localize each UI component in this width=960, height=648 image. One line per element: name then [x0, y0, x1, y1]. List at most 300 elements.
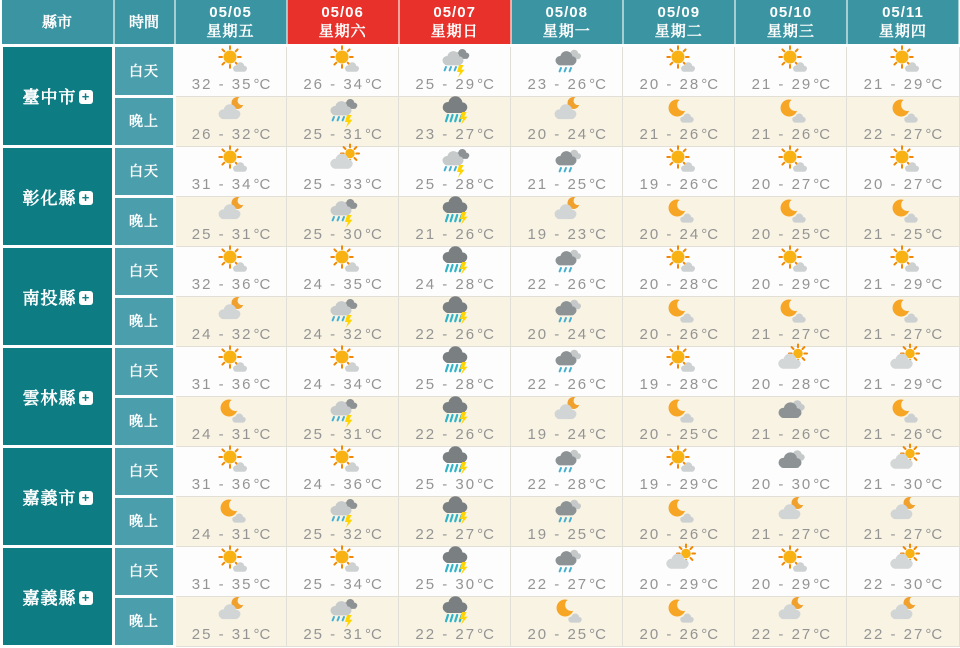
forecast-cell: [399, 446, 511, 496]
expand-plus-icon[interactable]: +: [79, 291, 93, 305]
temperature-range: [287, 226, 398, 243]
forecast-cell: [847, 546, 959, 596]
temperature-unit: °C: [925, 425, 943, 443]
temperature-range: [399, 276, 510, 293]
forecast-cell: [399, 246, 511, 296]
temperature-value: 24 - 34: [303, 375, 365, 393]
temperature-range: [847, 226, 958, 243]
temperature-value: 21 - 27: [751, 325, 813, 343]
temperature-unit: °C: [813, 225, 831, 243]
time-label: 晚上: [129, 613, 159, 629]
forecast-cell: [623, 96, 735, 146]
temperature-unit: °C: [813, 425, 831, 443]
rain-icon: [511, 299, 622, 325]
temperature-value: 20 - 24: [527, 125, 589, 143]
moon-cloud-icon: [176, 499, 286, 525]
temperature-unit: °C: [701, 125, 719, 143]
forecast-cell: [399, 45, 511, 96]
temperature-range: [287, 576, 398, 593]
temperature-value: 26 - 32: [191, 125, 253, 143]
city-cell-5[interactable]: [2, 546, 114, 646]
temperature-unit: °C: [925, 125, 943, 143]
forecast-row-雲林縣-night: [2, 396, 960, 446]
temperature-range: [176, 476, 286, 493]
moon-cloud-icon: [623, 599, 734, 625]
expand-plus-icon[interactable]: +: [79, 90, 93, 104]
forecast-cell: [735, 146, 847, 196]
city-cell-0[interactable]: [2, 45, 114, 146]
forecast-cell: [175, 246, 287, 296]
rain-thunder-dark-icon: [399, 299, 510, 325]
temperature-unit: °C: [925, 625, 943, 643]
forecast-row-臺中市-night: [2, 96, 960, 146]
time-label: 白天: [129, 263, 159, 279]
county-column-header: 縣市: [2, 0, 114, 45]
forecast-cell: [735, 246, 847, 296]
temperature-value: 25 - 34: [303, 575, 365, 593]
forecast-cell: [287, 396, 399, 446]
temperature-range: [399, 526, 510, 543]
temperature-range: [511, 226, 622, 243]
temperature-value: 25 - 30: [303, 225, 365, 243]
temperature-range: [511, 326, 622, 343]
temperature-value: 26 - 34: [303, 75, 365, 93]
temperature-value: 31 - 36: [191, 375, 253, 393]
forecast-cell: [511, 196, 623, 246]
temperature-value: 20 - 28: [751, 375, 813, 393]
temperature-unit: °C: [477, 475, 494, 493]
forecast-cell: [847, 346, 959, 396]
forecast-cell: [735, 396, 847, 446]
city-cell-4[interactable]: [2, 446, 114, 546]
cloud-moon-icon: [847, 599, 958, 625]
column-weekday: 星期四: [878, 22, 927, 40]
temperature-value: 21 - 29: [863, 275, 925, 293]
temperature-range: [287, 326, 398, 343]
temperature-value: 20 - 24: [639, 225, 701, 243]
cloud-moon-icon: [511, 399, 622, 425]
temperature-range: [735, 176, 846, 193]
expand-plus-icon[interactable]: +: [79, 591, 93, 605]
temperature-value: 22 - 26: [415, 425, 477, 443]
temperature-range: [847, 626, 958, 643]
city-name: 臺中市: [22, 88, 77, 107]
forecast-cell: [175, 45, 287, 96]
rain-icon: [511, 349, 622, 375]
temperature-range: [176, 276, 286, 293]
temperature-unit: °C: [925, 575, 943, 593]
temperature-value: 19 - 23: [527, 225, 589, 243]
temperature-value: 23 - 26: [527, 75, 589, 93]
forecast-cell: [623, 396, 735, 446]
temperature-value: 21 - 29: [863, 375, 925, 393]
time-label: 白天: [129, 563, 159, 579]
time-label: 白天: [129, 463, 159, 479]
temperature-range: [511, 176, 622, 193]
moon-cloud-icon: [623, 499, 734, 525]
temperature-range: [847, 76, 958, 93]
temperature-unit: °C: [589, 525, 606, 543]
sun-cloud-icon: [623, 449, 734, 475]
cloud-sun-icon: [847, 349, 958, 375]
temperature-range: [623, 126, 734, 143]
temperature-unit: °C: [365, 175, 382, 193]
forecast-cell: [623, 496, 735, 546]
forecast-cell: [623, 546, 735, 596]
temperature-unit: °C: [477, 525, 494, 543]
column-date: 05/05: [209, 3, 252, 21]
time-cell-night: [114, 496, 175, 546]
temperature-unit: °C: [253, 175, 271, 193]
city-name: 雲林縣: [22, 388, 77, 408]
temperature-unit: °C: [365, 625, 382, 643]
sun-cloud-icon: [287, 449, 398, 475]
rain-icon: [511, 249, 622, 275]
temperature-value: 22 - 26: [415, 325, 477, 343]
city-cell-2[interactable]: [2, 246, 114, 346]
temperature-value: 22 - 26: [527, 275, 589, 293]
temperature-value: 22 - 27: [527, 575, 589, 593]
forecast-cell: [511, 446, 623, 496]
forecast-row-彰化縣-night: [2, 196, 960, 246]
temperature-unit: °C: [701, 175, 719, 193]
temperature-value: 20 - 27: [751, 175, 813, 193]
temperature-value: 20 - 27: [863, 175, 925, 193]
temperature-range: [623, 326, 734, 343]
temperature-unit: °C: [477, 575, 494, 593]
temperature-range: [287, 276, 398, 293]
moon-cloud-icon: [623, 99, 734, 125]
forecast-cell: [735, 196, 847, 246]
temperature-range: [511, 526, 622, 543]
moon-cloud-icon: [623, 299, 734, 325]
temperature-range: [399, 176, 510, 193]
forecast-cell: [175, 346, 287, 396]
header-row: [2, 0, 960, 45]
temperature-range: [847, 126, 958, 143]
temperature-unit: °C: [589, 425, 606, 443]
forecast-cell: [511, 346, 623, 396]
temperature-range: [735, 426, 846, 443]
forecast-cell: [847, 596, 959, 646]
time-label: 白天: [129, 163, 159, 179]
time-column-header: 時間: [114, 0, 175, 45]
forecast-cell: [175, 596, 287, 646]
temperature-range: [847, 476, 958, 493]
sun-cloud-icon: [287, 249, 398, 275]
forecast-cell: [735, 596, 847, 646]
temperature-range: [511, 426, 622, 443]
time-cell-day: [114, 246, 175, 296]
cloud-moon-icon: [511, 199, 622, 225]
temperature-unit: °C: [589, 575, 606, 593]
rain-thunder-icon: [287, 99, 398, 125]
cloud-moon-icon: [176, 599, 286, 625]
temperature-unit: °C: [365, 475, 382, 493]
temperature-value: 24 - 32: [303, 325, 365, 343]
column-date: 05/07: [433, 3, 476, 21]
forecast-cell: [287, 96, 399, 146]
temperature-unit: °C: [589, 275, 606, 293]
temperature-value: 31 - 36: [191, 475, 253, 493]
forecast-cell: [175, 146, 287, 196]
forecast-cell: [287, 446, 399, 496]
forecast-cell: [287, 146, 399, 196]
temperature-value: 25 - 28: [415, 375, 477, 393]
temperature-range: [847, 576, 958, 593]
moon-cloud-icon: [847, 99, 958, 125]
temperature-value: 31 - 34: [191, 175, 253, 193]
temperature-range: [511, 376, 622, 393]
forecast-cell: [623, 146, 735, 196]
temperature-value: 21 - 30: [863, 475, 925, 493]
sun-cloud-icon: [176, 49, 286, 75]
temperature-unit: °C: [701, 575, 719, 593]
temperature-value: 22 - 26: [527, 375, 589, 393]
column-date: 05/09: [657, 3, 701, 21]
rain-thunder-dark-icon: [399, 249, 510, 275]
temperature-range: [399, 76, 510, 93]
temperature-range: [511, 76, 622, 93]
rain-thunder-dark-icon: [399, 499, 510, 525]
temperature-unit: °C: [925, 325, 943, 343]
column-weekday: 星期六: [318, 22, 367, 40]
temperature-range: [847, 426, 958, 443]
temperature-unit: °C: [925, 475, 943, 493]
temperature-value: 20 - 29: [751, 575, 813, 593]
forecast-row-南投縣-night: [2, 296, 960, 346]
rain-icon: [511, 49, 622, 75]
time-label: 晚上: [129, 213, 159, 229]
temperature-unit: °C: [365, 75, 382, 93]
temperature-range: [735, 226, 846, 243]
forecast-cell: [399, 396, 511, 446]
forecast-cell: [847, 45, 959, 96]
temperature-value: 21 - 27: [863, 325, 925, 343]
temperature-unit: °C: [589, 75, 606, 93]
moon-cloud-icon: [847, 399, 958, 425]
forecast-cell: [847, 96, 959, 146]
forecast-row-雲林縣-day: [2, 346, 960, 396]
rain-thunder-dark-icon: [399, 99, 510, 125]
expand-plus-icon[interactable]: +: [79, 191, 93, 205]
temperature-range: [399, 426, 510, 443]
temperature-range: [623, 626, 734, 643]
temperature-range: [399, 126, 510, 143]
column-weekday: 星期日: [430, 22, 479, 40]
temperature-value: 25 - 28: [415, 175, 477, 193]
temperature-unit: °C: [701, 225, 719, 243]
temperature-unit: °C: [813, 125, 831, 143]
forecast-cell: [399, 196, 511, 246]
temperature-unit: °C: [589, 625, 606, 643]
time-label: 白天: [129, 363, 159, 379]
temperature-range: [735, 476, 846, 493]
cloud-moon-icon: [511, 99, 622, 125]
temperature-unit: °C: [813, 275, 831, 293]
temperature-range: [399, 626, 510, 643]
temperature-value: 32 - 35: [191, 75, 253, 93]
column-header-05/11: [847, 0, 959, 45]
forecast-cell: [399, 546, 511, 596]
forecast-cell: [847, 296, 959, 346]
rain-thunder-dark-icon: [399, 199, 510, 225]
column-weekday: 星期二: [654, 22, 703, 40]
time-cell-day: [114, 446, 175, 496]
temperature-value: 22 - 27: [415, 525, 477, 543]
temperature-unit: °C: [701, 325, 719, 343]
city-cell-1[interactable]: [2, 146, 114, 246]
sun-cloud-icon: [847, 149, 958, 175]
forecast-cell: [735, 546, 847, 596]
forecast-cell: [511, 496, 623, 546]
temperature-unit: °C: [365, 225, 382, 243]
temperature-unit: °C: [253, 475, 271, 493]
temperature-unit: °C: [477, 75, 494, 93]
temperature-range: [287, 126, 398, 143]
temperature-unit: °C: [253, 625, 271, 643]
temperature-unit: °C: [701, 275, 719, 293]
temperature-range: [735, 526, 846, 543]
temperature-value: 24 - 35: [303, 275, 365, 293]
rain-thunder-dark-icon: [399, 549, 510, 575]
temperature-value: 23 - 27: [415, 125, 477, 143]
expand-plus-icon[interactable]: +: [79, 391, 93, 405]
expand-plus-icon[interactable]: +: [79, 491, 93, 505]
rain-thunder-icon: [399, 49, 510, 75]
moon-cloud-icon: [735, 199, 846, 225]
temperature-value: 20 - 25: [751, 225, 813, 243]
cloud-moon-icon: [847, 499, 958, 525]
temperature-unit: °C: [589, 475, 606, 493]
column-header-05/09: [623, 0, 735, 45]
sun-cloud-icon: [287, 49, 398, 75]
temperature-range: [511, 476, 622, 493]
forecast-cell: [735, 496, 847, 546]
time-cell-day: [114, 546, 175, 596]
temperature-unit: °C: [477, 375, 494, 393]
cloud-moon-icon: [735, 499, 846, 525]
forecast-cell: [623, 446, 735, 496]
column-header-05/08: [511, 0, 623, 45]
time-cell-night: [114, 196, 175, 246]
temperature-unit: °C: [365, 375, 382, 393]
column-date: 05/10: [769, 3, 813, 21]
temperature-range: [511, 276, 622, 293]
forecast-cell: [623, 196, 735, 246]
temperature-range: [511, 126, 622, 143]
rain-thunder-dark-icon: [399, 599, 510, 625]
forecast-cell: [287, 346, 399, 396]
time-cell-day: [114, 346, 175, 396]
cloud-moon-icon: [176, 99, 286, 125]
temperature-value: 20 - 29: [751, 275, 813, 293]
sun-cloud-icon: [847, 249, 958, 275]
cloud-sun-icon: [287, 149, 398, 175]
temperature-value: 20 - 26: [639, 625, 701, 643]
temperature-unit: °C: [477, 325, 494, 343]
column-date: 05/08: [545, 3, 588, 21]
temperature-value: 32 - 36: [191, 275, 253, 293]
temperature-value: 25 - 33: [303, 175, 365, 193]
forecast-cell: [511, 146, 623, 196]
temperature-value: 20 - 28: [639, 75, 701, 93]
forecast-cell: [735, 446, 847, 496]
temperature-unit: °C: [477, 175, 494, 193]
time-label: 晚上: [129, 413, 159, 429]
forecast-cell: [175, 396, 287, 446]
temperature-unit: °C: [813, 575, 831, 593]
temperature-unit: °C: [253, 425, 271, 443]
temperature-value: 19 - 29: [639, 475, 701, 493]
temperature-range: [176, 326, 286, 343]
temperature-range: [287, 526, 398, 543]
temperature-value: 22 - 30: [863, 575, 925, 593]
forecast-cell: [847, 396, 959, 446]
temperature-value: 25 - 31: [191, 225, 253, 243]
forecast-row-臺中市-day: [2, 45, 960, 96]
temperature-range: [287, 76, 398, 93]
temperature-value: 21 - 26: [751, 125, 813, 143]
temperature-range: [399, 476, 510, 493]
temperature-value: 19 - 28: [639, 375, 701, 393]
temperature-value: 22 - 28: [527, 475, 589, 493]
rain-icon: [511, 449, 622, 475]
city-name: 嘉義市: [22, 488, 77, 508]
temperature-unit: °C: [589, 125, 606, 143]
column-header-05/10: [735, 0, 847, 45]
temperature-unit: °C: [477, 425, 494, 443]
forecast-cell: [735, 96, 847, 146]
temperature-range: [176, 626, 286, 643]
temperature-unit: °C: [589, 325, 606, 343]
column-header-05/06: [287, 0, 399, 45]
temperature-unit: °C: [813, 375, 831, 393]
forecast-cell: [847, 146, 959, 196]
moon-cloud-icon: [847, 299, 958, 325]
forecast-cell: [287, 196, 399, 246]
temperature-range: [735, 626, 846, 643]
temperature-value: 20 - 25: [527, 625, 589, 643]
temperature-range: [176, 526, 286, 543]
sun-cloud-icon: [287, 349, 398, 375]
temperature-unit: °C: [589, 375, 606, 393]
time-label: 晚上: [129, 113, 159, 129]
temperature-value: 25 - 32: [303, 525, 365, 543]
temperature-unit: °C: [477, 625, 494, 643]
forecast-cell: [511, 96, 623, 146]
moon-cloud-icon: [847, 199, 958, 225]
temperature-range: [623, 426, 734, 443]
time-cell-day: [114, 146, 175, 196]
time-cell-day: [114, 45, 175, 96]
forecast-cell: [175, 296, 287, 346]
temperature-value: 21 - 25: [527, 175, 589, 193]
moon-cloud-icon: [511, 599, 622, 625]
city-cell-3[interactable]: [2, 346, 114, 446]
temperature-range: [735, 276, 846, 293]
forecast-cell: [623, 45, 735, 96]
temperature-value: 22 - 27: [863, 125, 925, 143]
temperature-unit: °C: [253, 325, 271, 343]
rain-thunder-dark-icon: [399, 449, 510, 475]
moon-cloud-icon: [735, 99, 846, 125]
rain-thunder-icon: [287, 299, 398, 325]
column-weekday: 星期一: [542, 22, 591, 40]
temperature-value: 20 - 25: [639, 425, 701, 443]
time-label: 晚上: [129, 513, 159, 529]
cloud-moon-icon: [176, 299, 286, 325]
